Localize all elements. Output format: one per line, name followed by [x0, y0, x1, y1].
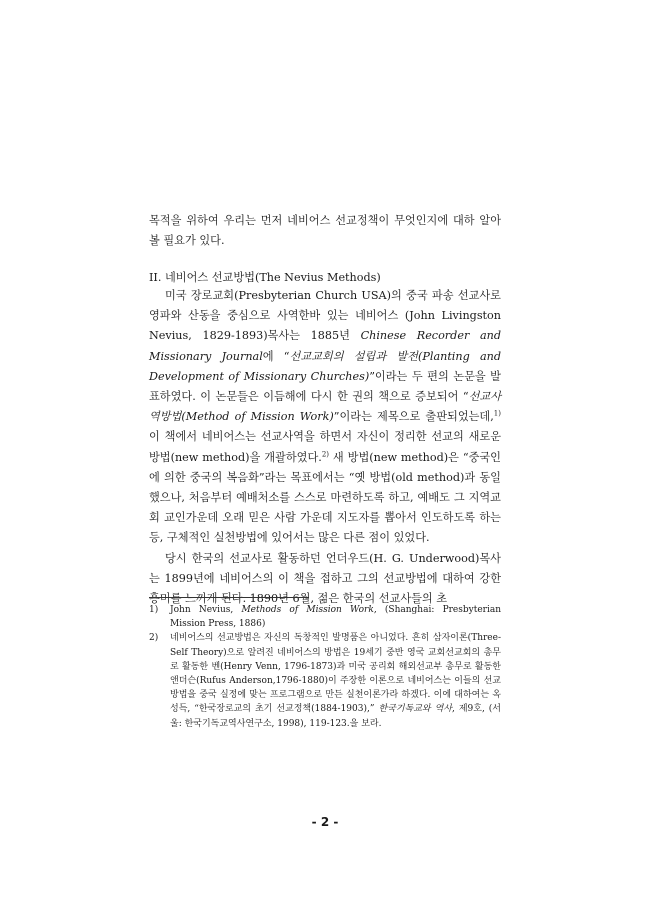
footnote-2: [149, 631, 501, 730]
paragraph-text: 목적을 위하여 우리는 먼저 네비어스 선교정책이 무엇인지에 대하 알아볼 필요가 있다.: [149, 214, 501, 248]
footnote-divider: [149, 597, 309, 598]
article-title: 선교교회의 설립과 발전(Planting and Development of Missionary Churches): [149, 349, 501, 383]
paragraph-nevius-methods: 미국 장로교회(Presbyterian Church USA)의 중국 파송 선교사로 영파와 산동을 중심으로 사역한바 있는 네비어스 (John Livingston Nevius, 1829-1893)목사는 1885년 Chinese Recorder and Missionary Journal에 “선교교회의 설립과 발전(Planting and Development of Missionary Churches)”이라는 두 편의 논문을 발표하였다. 이 논문들은 이듬해에 다시 한 권의 책으로 증보되어 “선교사역방법(Method of Mission Work)”이라는 제목으로 출판되었는데,$^{1)}$ 이 책에서 네비어스는 선교사역을 하면서 자신이 정리한 선교의 새로운 방법(new method)을 개괄하였다.$^{2)}$ 새 방법(new method)은 “중국인에 의한 중국의 복음화”라는 목표에서는 “옛 방법(old method)과 동일했으나, 처음부터 예배처소를 스스로 마련하도록 하고, 예배도 그 지역교회 교인가운데 오래 믿은 사람 가운데 지도자를 뽑아서 인도하도록 하는 등, 구체적인 실천방법에 있어서는 많은 다른 점이 있었다.: [149, 289, 501, 545]
section-heading: II. 네비어스 선교방법(The Nevius Methods): [149, 271, 381, 284]
footnote-number: 2): [149, 633, 159, 644]
footnote-1: [149, 603, 501, 631]
footnote-text: John Nevius, Methods of Mission Work, (Shanghai: Presbyterian Mission Press, 1886): [170, 605, 501, 630]
book-title: 선교사역방법(Method of Mission Work): [149, 390, 501, 424]
page-number: - 2 -: [311, 815, 339, 829]
main-body: [149, 286, 501, 609]
paragraph-underwood: 당시 한국의 선교사로 활동하던 언더우드(H. G. Underwood)목사는 1899년에 네비어스의 이 책을 접하고 그의 선교방법에 대하여 강한 흥미를 느끼게 된다. 1890년 6월, 젊은 한국의 선교사들의 초: [149, 551, 501, 606]
footnotes: [149, 603, 501, 731]
footnote-ref-2[interactable]: 2): [321, 449, 329, 458]
journal-title: Chinese Recorder and Missionary Journal: [149, 329, 501, 363]
footnote-ref-1[interactable]: 1): [493, 409, 501, 418]
intro-paragraph-continuation: [149, 211, 501, 251]
footnote-number: 1): [149, 605, 159, 615]
footnote-text: 네비어스의 선교방법은 자신의 독창적인 발명품은 아니었다. 흔히 삼자이론(Three-Self Theory)으로 알려진 네비어스의 방법은 19세기 중반 영국 교회선교회의 총무로 활동한 벤(Henry Venn, 1796-1873)과 미국 공리회 해외선교부 총무로 활동한 앤더슨(Rufus Anderson,1796-1880)이 주장한 이론으로 네비어스는 이들의 선교방법을 중국 실정에 맞는 프로그램으로 만든 실천이론가라 하겠다. 이에 대하여는 옥성득, “한국장로교의 초기 선교정책(1884-1903),” 한국기독교와 역사, 제9호, (서울: 한국기독교역사연구소, 1998), 119-123.을 보라.: [170, 633, 502, 729]
